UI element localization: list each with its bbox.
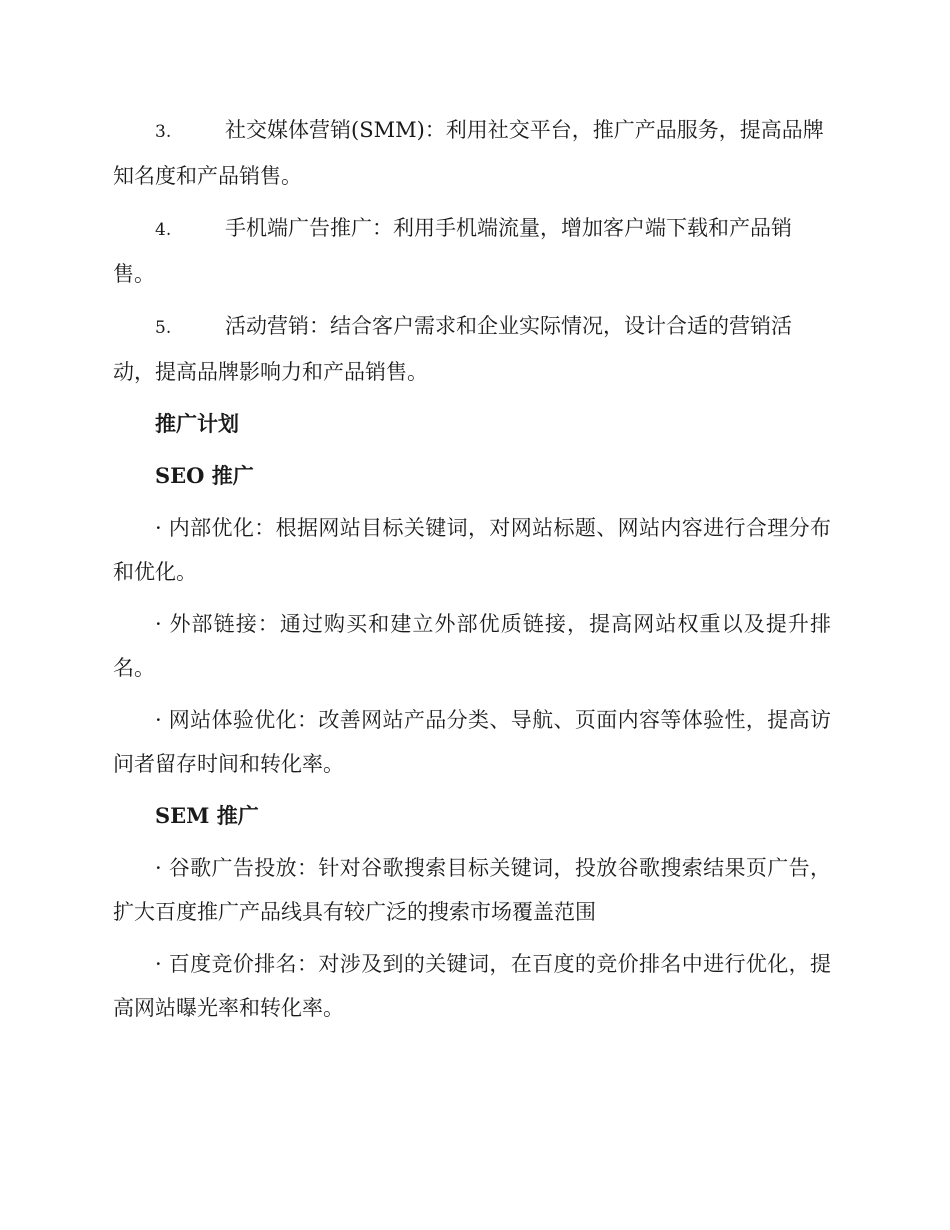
list-item-text: 手机端广告推广：利用手机端流量，增加客户端下载和产品销售。 xyxy=(113,216,792,286)
list-item-text: 活动营销：结合客户需求和企业实际情况，设计合适的营销活动，提高品牌影响力和产品销售。 xyxy=(113,314,792,384)
list-number: 4. xyxy=(155,220,172,240)
list-item xyxy=(113,206,831,296)
list-item-text: 社交媒体营销(SMM)：利用社交平台，推广产品服务，提高品牌知名度和产品销售。 xyxy=(113,118,824,188)
sem-bullet-item: · 谷歌广告投放：针对谷歌搜索目标关键词，投放谷歌搜索结果页广告，扩大百度推广产品线具有较广泛的搜索市场覆盖范围 xyxy=(113,856,831,924)
list-number: 5. xyxy=(155,318,172,338)
section-heading: 推广计划 xyxy=(155,411,239,436)
seo-bullet-item: · 外部链接：通过购买和建立外部优质链接，提高网站权重以及提升排名。 xyxy=(113,612,831,680)
list-item xyxy=(113,108,831,198)
seo-heading: SEO 推广 xyxy=(155,463,254,488)
list-item xyxy=(113,304,831,394)
list-number: 3. xyxy=(155,122,172,142)
seo-bullet-item: · 网站体验优化：改善网站产品分类、导航、页面内容等体验性，提高访问者留存时间和转化率。 xyxy=(113,708,831,776)
document-body xyxy=(113,108,831,1038)
sem-heading: SEM 推广 xyxy=(155,803,259,828)
seo-bullet-item: · 内部优化：根据网站目标关键词，对网站标题、网站内容进行合理分布和优化。 xyxy=(113,516,831,584)
sem-bullet-item: · 百度竞价排名：对涉及到的关键词，在百度的竞价排名中进行优化，提高网站曝光率和转化率。 xyxy=(113,952,831,1020)
